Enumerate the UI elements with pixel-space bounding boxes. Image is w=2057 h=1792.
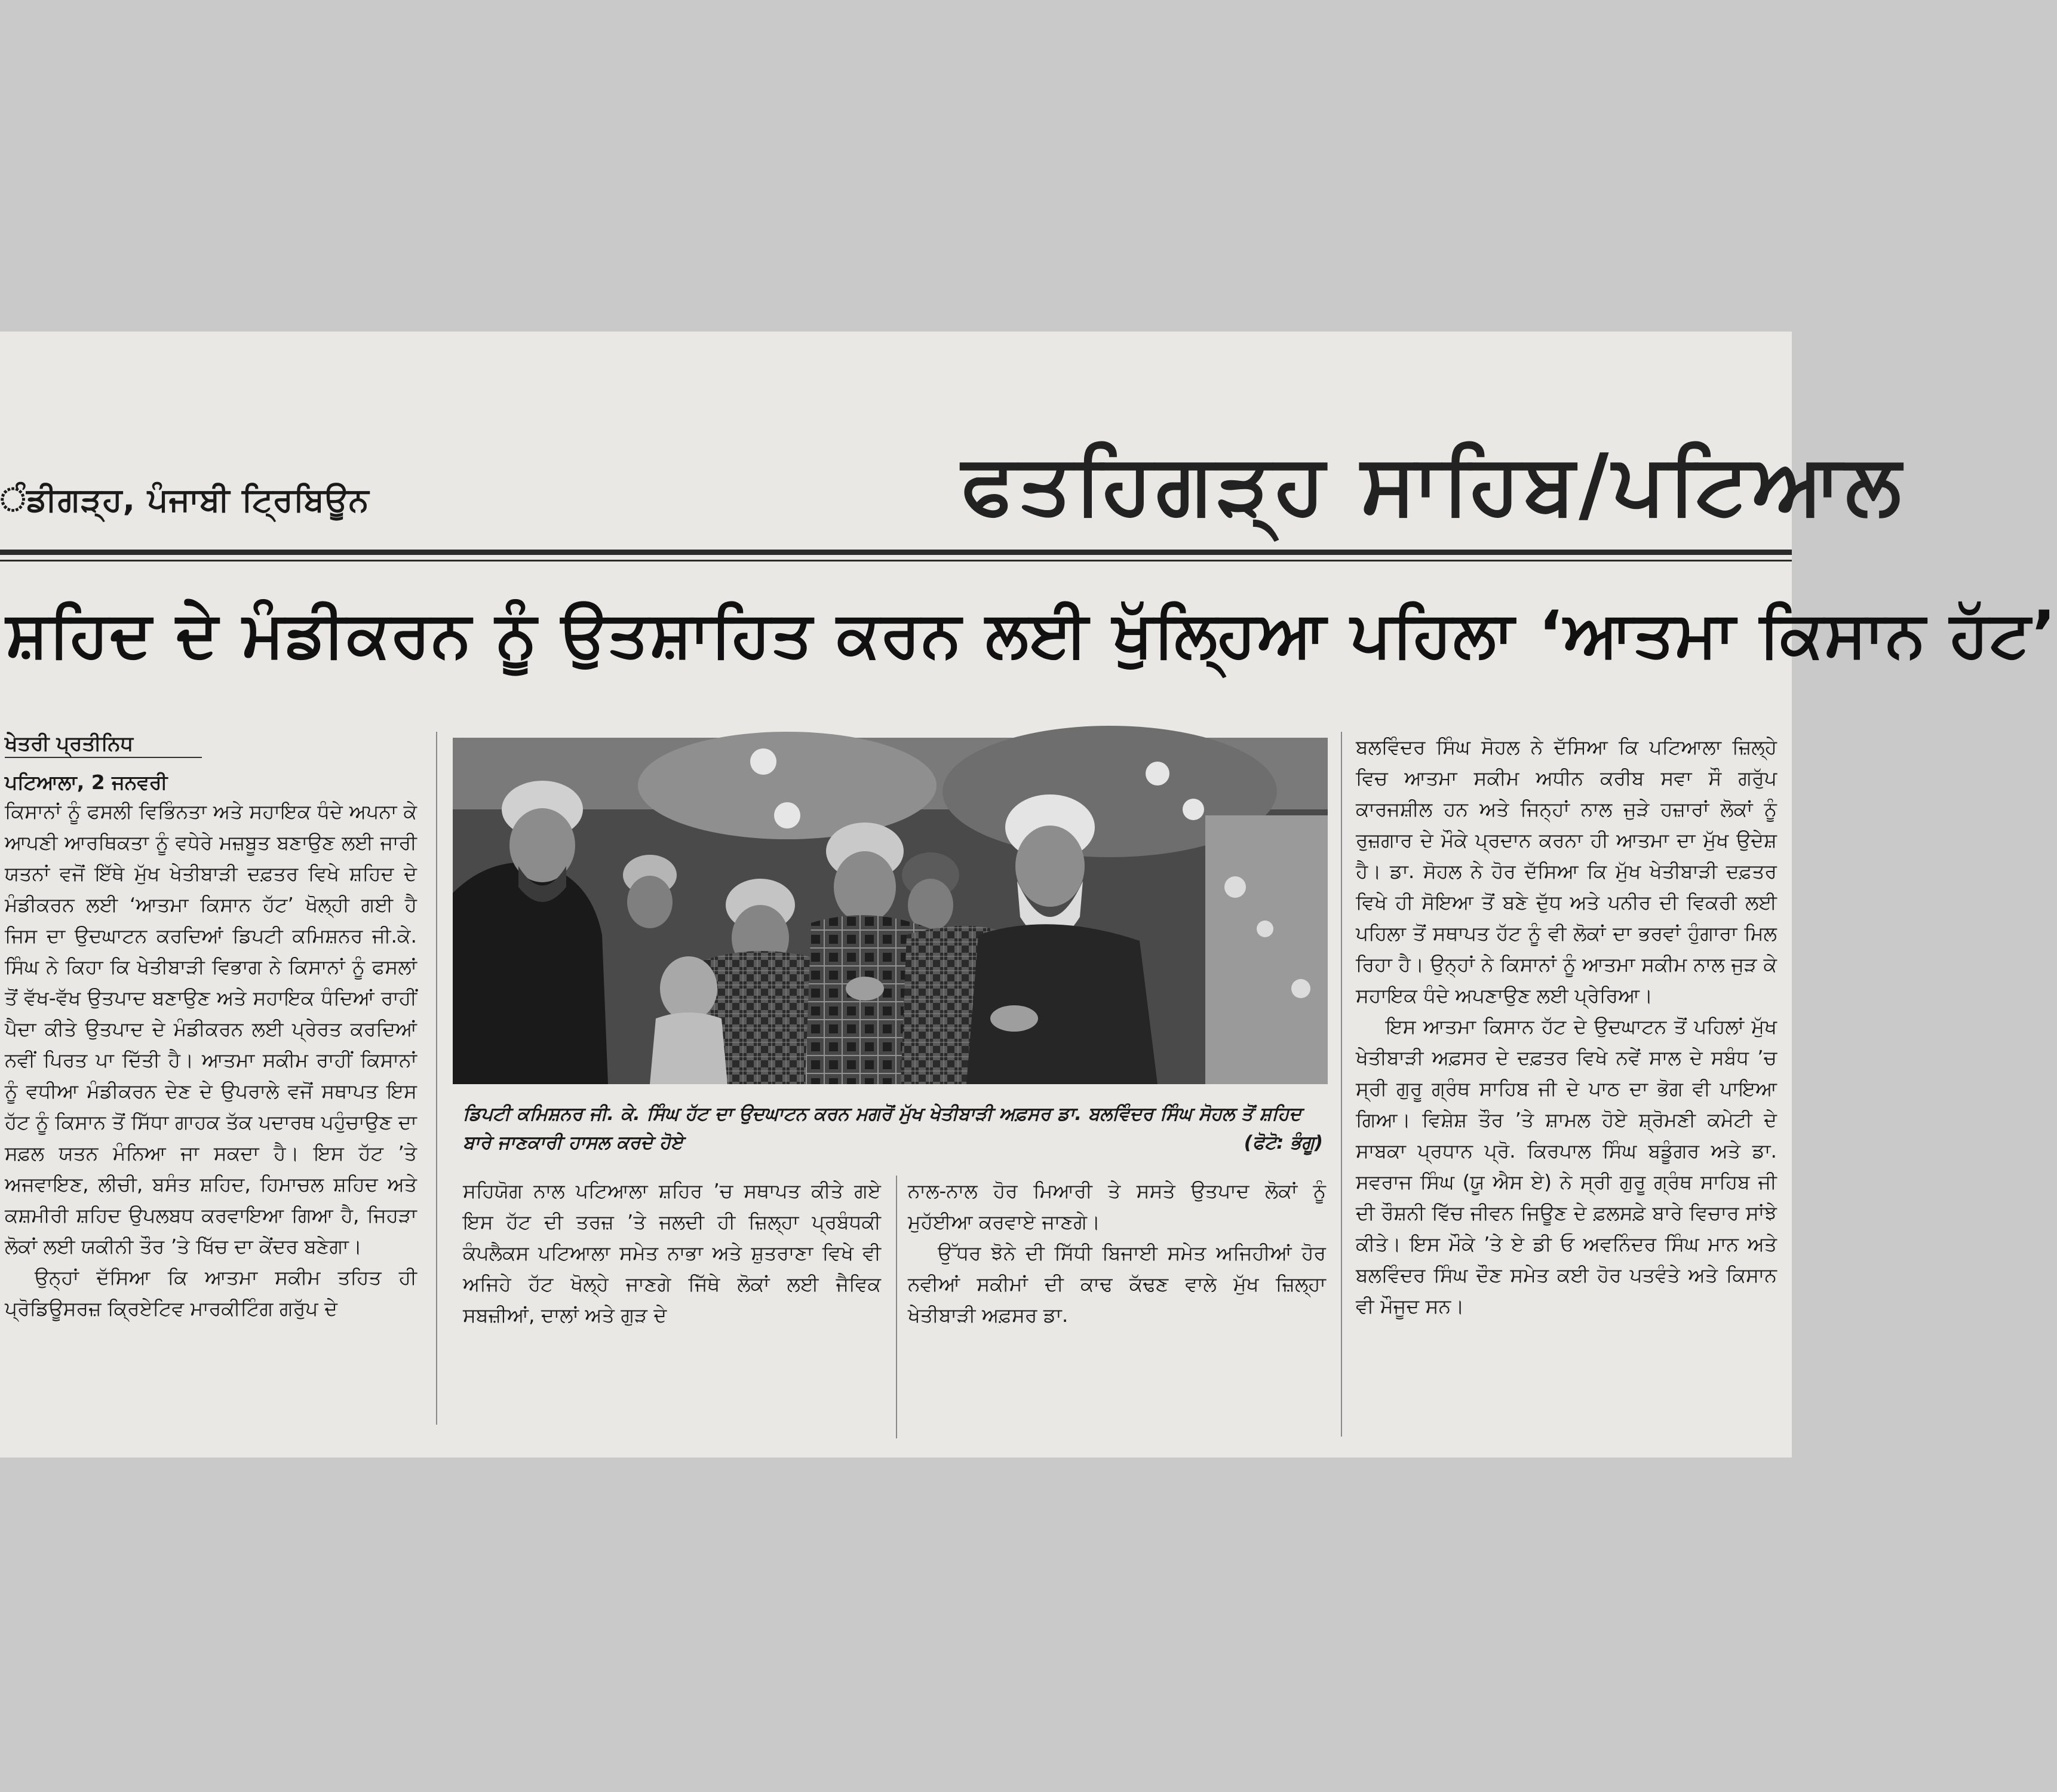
article-column-1: [5, 731, 417, 1770]
article-paragraph: ਬਲਵਿੰਦਰ ਸਿੰਘ ਸੋਹਲ ਨੇ ਦੱਸਿਆ ਕਿ ਪਟਿਆਲਾ ਜ਼ਿਲ੍ਹੇ ਵਿਚ ਆਤਮਾ ਸਕੀਮ ਅਧੀਨ ਕਰੀਬ ਸਵਾ ਸੌ ਗਰੁੱਪ ਕਾਰਜਸ਼ੀਲ ਹਨ ਅਤੇ ਜਿਨ੍ਹਾਂ ਨਾਲ ਜੁੜੇ ਹਜ਼ਾਰਾਂ ਲੋਕਾਂ ਨੂੰ ਰੁਜ਼ਗਾਰ ਦੇ ਮੌਕੇ ਪ੍ਰਦਾਨ ਕਰਨਾ ਹੀ ਆਤਮਾ ਦਾ ਮੁੱਖ ਉਦੇਸ਼ ਹੈ। ਡਾ. ਸੋਹਲ ਨੇ ਹੋਰ ਦੱਸਿਆ ਕਿ ਮੁੱਖ ਖੇਤੀਬਾੜੀ ਦਫ਼ਤਰ ਵਿਖੇ ਹੀ ਸੋਇਆ ਤੋਂ ਬਣੇ ਦੁੱਧ ਅਤੇ ਪਨੀਰ ਦੀ ਵਿਕਰੀ ਲਈ ਪਹਿਲਾ ਤੋਂ ਸਥਾਪਤ ਹੱਟ ਨੂੰ ਵੀ ਲੋਕਾਂ ਦਾ ਭਰਵਾਂ ਹੁੰਗਾਰਾ ਮਿਲ ਰਿਹਾ ਹੈ। ਉਨ੍ਹਾਂ ਨੇ ਕਿਸਾਨਾਂ ਨੂੰ ਆਤਮਾ ਸਕੀਮ ਨਾਲ ਜੁੜ ਕੇ ਸਹਾਇਕ ਧੰਦੇ ਅਪਣਾਉਣ ਲਈ ਪ੍ਰੇਰਿਆ।: [1356, 735, 1777, 1007]
article-paragraph: ਕਿਸਾਨਾਂ ਨੂੰ ਫਸਲੀ ਵਿਭਿੰਨਤਾ ਅਤੇ ਸਹਾਇਕ ਧੰਦੇ ਅਪਨਾ ਕੇ ਆਪਣੀ ਆਰਥਿਕਤਾ ਨੂੰ ਵਧੇਰੇ ਮਜ਼ਬੂਤ ਬਣਾਉਣ ਲਈ ਜਾਰੀ ਯਤਨਾਂ ਵਜੋਂ ਇੱਥੇ ਮੁੱਖ ਖੇਤੀਬਾੜੀ ਦਫ਼ਤਰ ਵਿਖੇ ਸ਼ਹਿਦ ਦੇ ਮੰਡੀਕਰਨ ਲਈ ‘ਆਤਮਾ ਕਿਸਾਨ ਹੱਟ’ ਖੋਲ੍ਹੀ ਗਈ ਹੈ ਜਿਸ ਦਾ ਉਦਘਾਟਨ ਕਰਦਿਆਂ ਡਿਪਟੀ ਕਮਿਸ਼ਨਰ ਜੀ.ਕੇ. ਸਿੰਘ ਨੇ ਕਿਹਾ ਕਿ ਖੇਤੀਬਾੜੀ ਵਿਭਾਗ ਨੇ ਕਿਸਾਨਾਂ ਨੂੰ ਫਸਲਾਂ ਤੋਂ ਵੱਖ-ਵੱਖ ਉਤਪਾਦ ਬਣਾਉਣ ਅਤੇ ਸਹਾਇਕ ਧੰਦਿਆਂ ਰਾਹੀਂ ਪੈਦਾ ਕੀਤੇ ਉਤਪਾਦ ਦੇ ਮੰਡੀਕਰਨ ਲਈ ਪ੍ਰੇਰਤ ਕਰਦਿਆਂ ਨਵੀਂ ਪਿਰਤ ਪਾ ਦਿੱਤੀ ਹੈ। ਆਤਮਾ ਸਕੀਮ ਰਾਹੀਂ ਕਿਸਾਨਾਂ ਨੂੰ ਵਧੀਆ ਮੰਡੀਕਰਨ ਦੇਣ ਦੇ ਉਪਰਾਲੇ ਵਜੋਂ ਸਥਾਪਤ ਇਸ ਹੱਟ ਨੂੰ ਕਿਸਾਨ ਤੋਂ ਸਿੱਧਾ ਗਾਹਕ ਤੱਕ ਪਦਾਰਥ ਪਹੁੰਚਾਉਣ ਦਾ ਸਫ਼ਲ ਯਤਨ ਮੰਨਿਆ ਜਾ ਸਕਦਾ ਹੈ। ਇਸ ਹੱਟ ’ਤੇ ਅਜਵਾਇਣ, ਲੀਚੀ, ਬਸੰਤ ਸ਼ਹਿਦ, ਹਿਮਾਚਲ ਸ਼ਹਿਦ ਅਤੇ ਕਸ਼ਮੀਰੀ ਸ਼ਹਿਦ ਉਪਲਬਧ ਕਰਵਾਇਆ ਗਿਆ ਹੈ, ਜਿਹੜਾ ਲੋਕਾਂ ਲਈ ਯਕੀਨੀ ਤੌਰ ’ਤੇ ਖਿੱਚ ਦਾ ਕੇਂਦਰ ਬਣੇਗਾ।: [5, 800, 417, 1258]
article-column-4: [1356, 732, 1777, 1440]
article-paragraph: ਨਾਲ-ਨਾਲ ਹੋਰ ਮਿਆਰੀ ਤੇ ਸਸਤੇ ਉਤਪਾਦ ਲੋਕਾਂ ਨੂੰ ਮੁਹੱਈਆ ਕਰਵਾਏ ਜਾਣਗੇ।: [908, 1179, 1326, 1233]
column-divider: [1341, 732, 1342, 1437]
article-byline: ਖੇਤਰੀ ਪ੍ਰਤੀਨਿਧ: [5, 731, 202, 758]
article-headline: ਸ਼ਹਿਦ ਦੇ ਮੰਡੀਕਰਨ ਨੂੰ ਉਤਸ਼ਾਹਿਤ ਕਰਨ ਲਈ ਖੁੱਲ੍ਹਿਆ ਪਹਿਲਾ ‘ਆਤਮਾ ਕਿਸਾਨ ਹੱਟ’: [6, 597, 2057, 671]
article-dateline: ਪਟਿਆਲਾ, 2 ਜਨਵਰੀ: [5, 771, 168, 794]
masthead-rule: [0, 550, 1792, 555]
masthead-rule-thin: [0, 560, 1792, 561]
article-paragraph: ਉੱਧਰ ਝੋਨੇ ਦੀ ਸਿੱਧੀ ਬਿਜਾਈ ਸਮੇਤ ਅਜਿਹੀਆਂ ਹੋਰ ਨਵੀਆਂ ਸਕੀਮਾਂ ਦੀ ਕਾਢ ਕੱਢਣ ਵਾਲੇ ਮੁੱਖ ਜ਼ਿਲ੍ਹਾ ਖੇਤੀਬਾੜੀ ਅਫ਼ਸਰ ਡਾ.: [908, 1241, 1326, 1327]
masthead-section-title: ਫਤਹਿਗੜ੍ਹ ਸਾਹਿਬ/ਪਟਿਆਲ: [962, 436, 1905, 532]
photo-caption-text: ਡਿਪਟੀ ਕਮਿਸ਼ਨਰ ਜੀ. ਕੇ. ਸਿੰਘ ਹੱਟ ਦਾ ਉਦਘਾਟਨ ਕਰਨ ਮਗਰੋਂ ਮੁੱਖ ਖੇਤੀਬਾੜੀ ਅਫ਼ਸਰ ਡਾ. ਬਲਵਿੰਦਰ ਸਿੰਘ ਸੋਹਲ ਤੋਂ ਸ਼ਹਿਦ ਬਾਰੇ ਜਾਣਕਾਰੀ ਹਾਸਲ ਕਰਦੇ ਹੋਏ: [463, 1103, 1301, 1153]
masthead-left: ੰਡੀਗੜ੍ਹ, ਪੰਜਾਬੀ ਟ੍ਰਿਬਿਊਨ: [0, 481, 370, 518]
photo-credit: (ਫੋਟੋ: ਭੰਗੂ): [1244, 1132, 1323, 1153]
photo-image: [453, 738, 1328, 1084]
article-paragraph: ਇਸ ਆਤਮਾ ਕਿਸਾਨ ਹੱਟ ਦੇ ਉਦਘਾਟਨ ਤੋਂ ਪਹਿਲਾਂ ਮੁੱਖ ਖੇਤੀਬਾੜੀ ਅਫ਼ਸਰ ਦੇ ਦਫ਼ਤਰ ਵਿਖੇ ਨਵੇਂ ਸਾਲ ਦੇ ਸਬੰਧ ’ਚ ਸ੍ਰੀ ਗੁਰੂ ਗ੍ਰੰਥ ਸਾਹਿਬ ਜੀ ਦੇ ਪਾਠ ਦਾ ਭੋਗ ਵੀ ਪਾਇਆ ਗਿਆ। ਵਿਸ਼ੇਸ਼ ਤੌਰ ’ਤੇ ਸ਼ਾਮਲ ਹੋਏ ਸ਼੍ਰੋਮਣੀ ਕਮੇਟੀ ਦੇ ਸਾਬਕਾ ਪ੍ਰਧਾਨ ਪ੍ਰੋ. ਕਿਰਪਾਲ ਸਿੰਘ ਬਡੂੰਗਰ ਅਤੇ ਡਾ. ਸਵਰਾਜ ਸਿੰਘ (ਯੂ ਐਸ ਏ) ਨੇ ਸ੍ਰੀ ਗੁਰੂ ਗ੍ਰੰਥ ਸਾਹਿਬ ਜੀ ਦੀ ਰੌਸ਼ਨੀ ਵਿੱਚ ਜੀਵਨ ਜਿਊਣ ਦੇ ਫ਼ਲਸਫ਼ੇ ਬਾਰੇ ਵਿਚਾਰ ਸਾਂਝੇ ਕੀਤੇ। ਇਸ ਮੌਕੇ ’ਤੇ ਏ ਡੀ ਓ ਅਵਨਿੰਦਰ ਸਿੰਘ ਮਾਨ ਅਤੇ ਬਲਵਿੰਦਰ ਸਿੰਘ ਦੌਣ ਸਮੇਤ ਕਈ ਹੋਰ ਪਤਵੰਤੇ ਅਤੇ ਕਿਸਾਨ ਵੀ ਮੌਜੂਦ ਸਨ।: [1356, 1015, 1777, 1318]
article-column-2: [463, 1176, 881, 1438]
article-photo: [453, 738, 1328, 1084]
article-column-3: [908, 1176, 1326, 1438]
column-divider: [436, 732, 437, 1425]
column-divider: [896, 1176, 897, 1438]
article-paragraph: ਉਨ੍ਹਾਂ ਦੱਸਿਆ ਕਿ ਆਤਮਾ ਸਕੀਮ ਤਹਿਤ ਹੀ ਪ੍ਰੋਡਿਊਸਰਜ਼ ਕ੍ਰਿਏਟਿਵ ਮਾਰਕੀਟਿੰਗ ਗਰੁੱਪ ਦੇ: [5, 1266, 417, 1320]
newspaper-clipping: [0, 332, 2057, 1457]
photo-caption: [463, 1100, 1323, 1157]
article-paragraph: ਸਹਿਯੋਗ ਨਾਲ ਪਟਿਆਲਾ ਸ਼ਹਿਰ ’ਚ ਸਥਾਪਤ ਕੀਤੇ ਗਏ ਇਸ ਹੱਟ ਦੀ ਤਰਜ਼ ’ਤੇ ਜਲਦੀ ਹੀ ਜ਼ਿਲ੍ਹਾ ਪ੍ਰਬੰਧਕੀ ਕੰਪਲੈਕਸ ਪਟਿਆਲਾ ਸਮੇਤ ਨਾਭਾ ਅਤੇ ਸ਼ੁਤਰਾਣਾ ਵਿਖੇ ਵੀ ਅਜਿਹੇ ਹੱਟ ਖੋਲ੍ਹੇ ਜਾਣਗੇ ਜਿੱਥੇ ਲੋਕਾਂ ਲਈ ਜੈਵਿਕ ਸਬਜ਼ੀਆਂ, ਦਾਲਾਂ ਅਤੇ ਗੁੜ ਦੇ: [463, 1179, 881, 1327]
